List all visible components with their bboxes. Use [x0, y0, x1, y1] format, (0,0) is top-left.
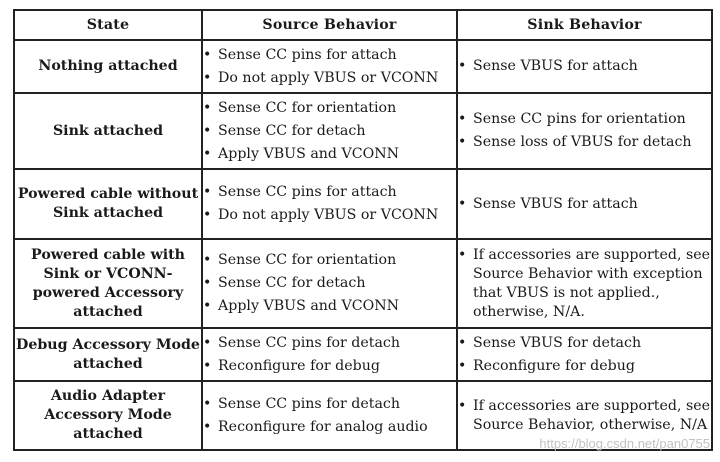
list-item: • Do not apply VBUS or VCONN: [203, 69, 439, 86]
list-item: • Sense CC pins for detach: [203, 395, 401, 412]
list-item: • Sense CC pins for orientation: [458, 111, 686, 127]
sink-behavior-cell: [457, 169, 712, 239]
table-row: [14, 40, 712, 93]
header-sink-behavior: Sink Behavior: [457, 10, 712, 40]
source-behavior-cell: [202, 93, 457, 169]
state-cell: Audio Adapter Accessory Mode attached: [14, 381, 202, 450]
list-item: • Reconfigure for debug: [203, 357, 380, 374]
list-item: • Sense CC for detach: [203, 275, 366, 291]
table-row: [14, 239, 712, 328]
table-row: [14, 93, 712, 169]
list-item: • Do not apply VBUS or VCONN: [203, 207, 439, 223]
list-item: • Reconfigure for debug: [458, 357, 635, 374]
sink-behavior-cell: [457, 328, 712, 381]
list-item: • Reconfigure for analog audio: [203, 418, 428, 435]
state-cell: Powered cable with Sink or VCONN-powered Accessory attached: [14, 239, 202, 328]
header-row: [14, 10, 712, 40]
state-cell: Nothing attached: [14, 40, 202, 93]
sink-behavior-cell: [457, 239, 712, 328]
list-item: • Sense CC pins for attach: [203, 184, 397, 200]
list-item: • Sense CC for orientation: [203, 99, 397, 116]
state-cell: Powered cable without Sink attached: [14, 169, 202, 239]
watermark: https://blog.csdn.net/pan0755: [539, 436, 710, 451]
state-cell: Sink attached: [14, 93, 202, 169]
sink-behavior-cell: [457, 40, 712, 93]
list-item: • Apply VBUS and VCONN: [203, 145, 400, 162]
list-item: • If accessories are supported, see Source Behavior, otherwise, N/A: [458, 397, 711, 433]
table-row: [14, 169, 712, 239]
list-item: • Sense VBUS for attach: [458, 195, 638, 212]
state-cell: Debug Accessory Mode attached: [14, 328, 202, 381]
list-item: • Sense CC pins for attach: [203, 46, 397, 63]
list-item: • Sense VBUS for detach: [458, 334, 642, 351]
list-item: • Sense loss of VBUS for detach: [458, 134, 692, 150]
list-item: • Sense VBUS for attach: [458, 58, 638, 74]
header-source-behavior: Source Behavior: [202, 10, 457, 40]
list-item: • Sense CC for orientation: [203, 252, 397, 268]
source-behavior-cell: [202, 40, 457, 93]
source-behavior-cell: [202, 239, 457, 328]
header-state: State: [14, 10, 202, 40]
list-item: • If accessories are supported, see Source Behavior with exception that VBUS is not applied., otherwise, N/A.: [458, 246, 711, 320]
behavior-table: [13, 9, 713, 451]
sink-behavior-cell: [457, 93, 712, 169]
source-behavior-cell: [202, 381, 457, 450]
list-item: • Sense CC pins for detach: [203, 334, 401, 351]
table-row: [14, 328, 712, 381]
source-behavior-cell: [202, 169, 457, 239]
list-item: • Sense CC for detach: [203, 122, 366, 139]
source-behavior-cell: [202, 328, 457, 381]
list-item: • Apply VBUS and VCONN: [203, 298, 400, 314]
